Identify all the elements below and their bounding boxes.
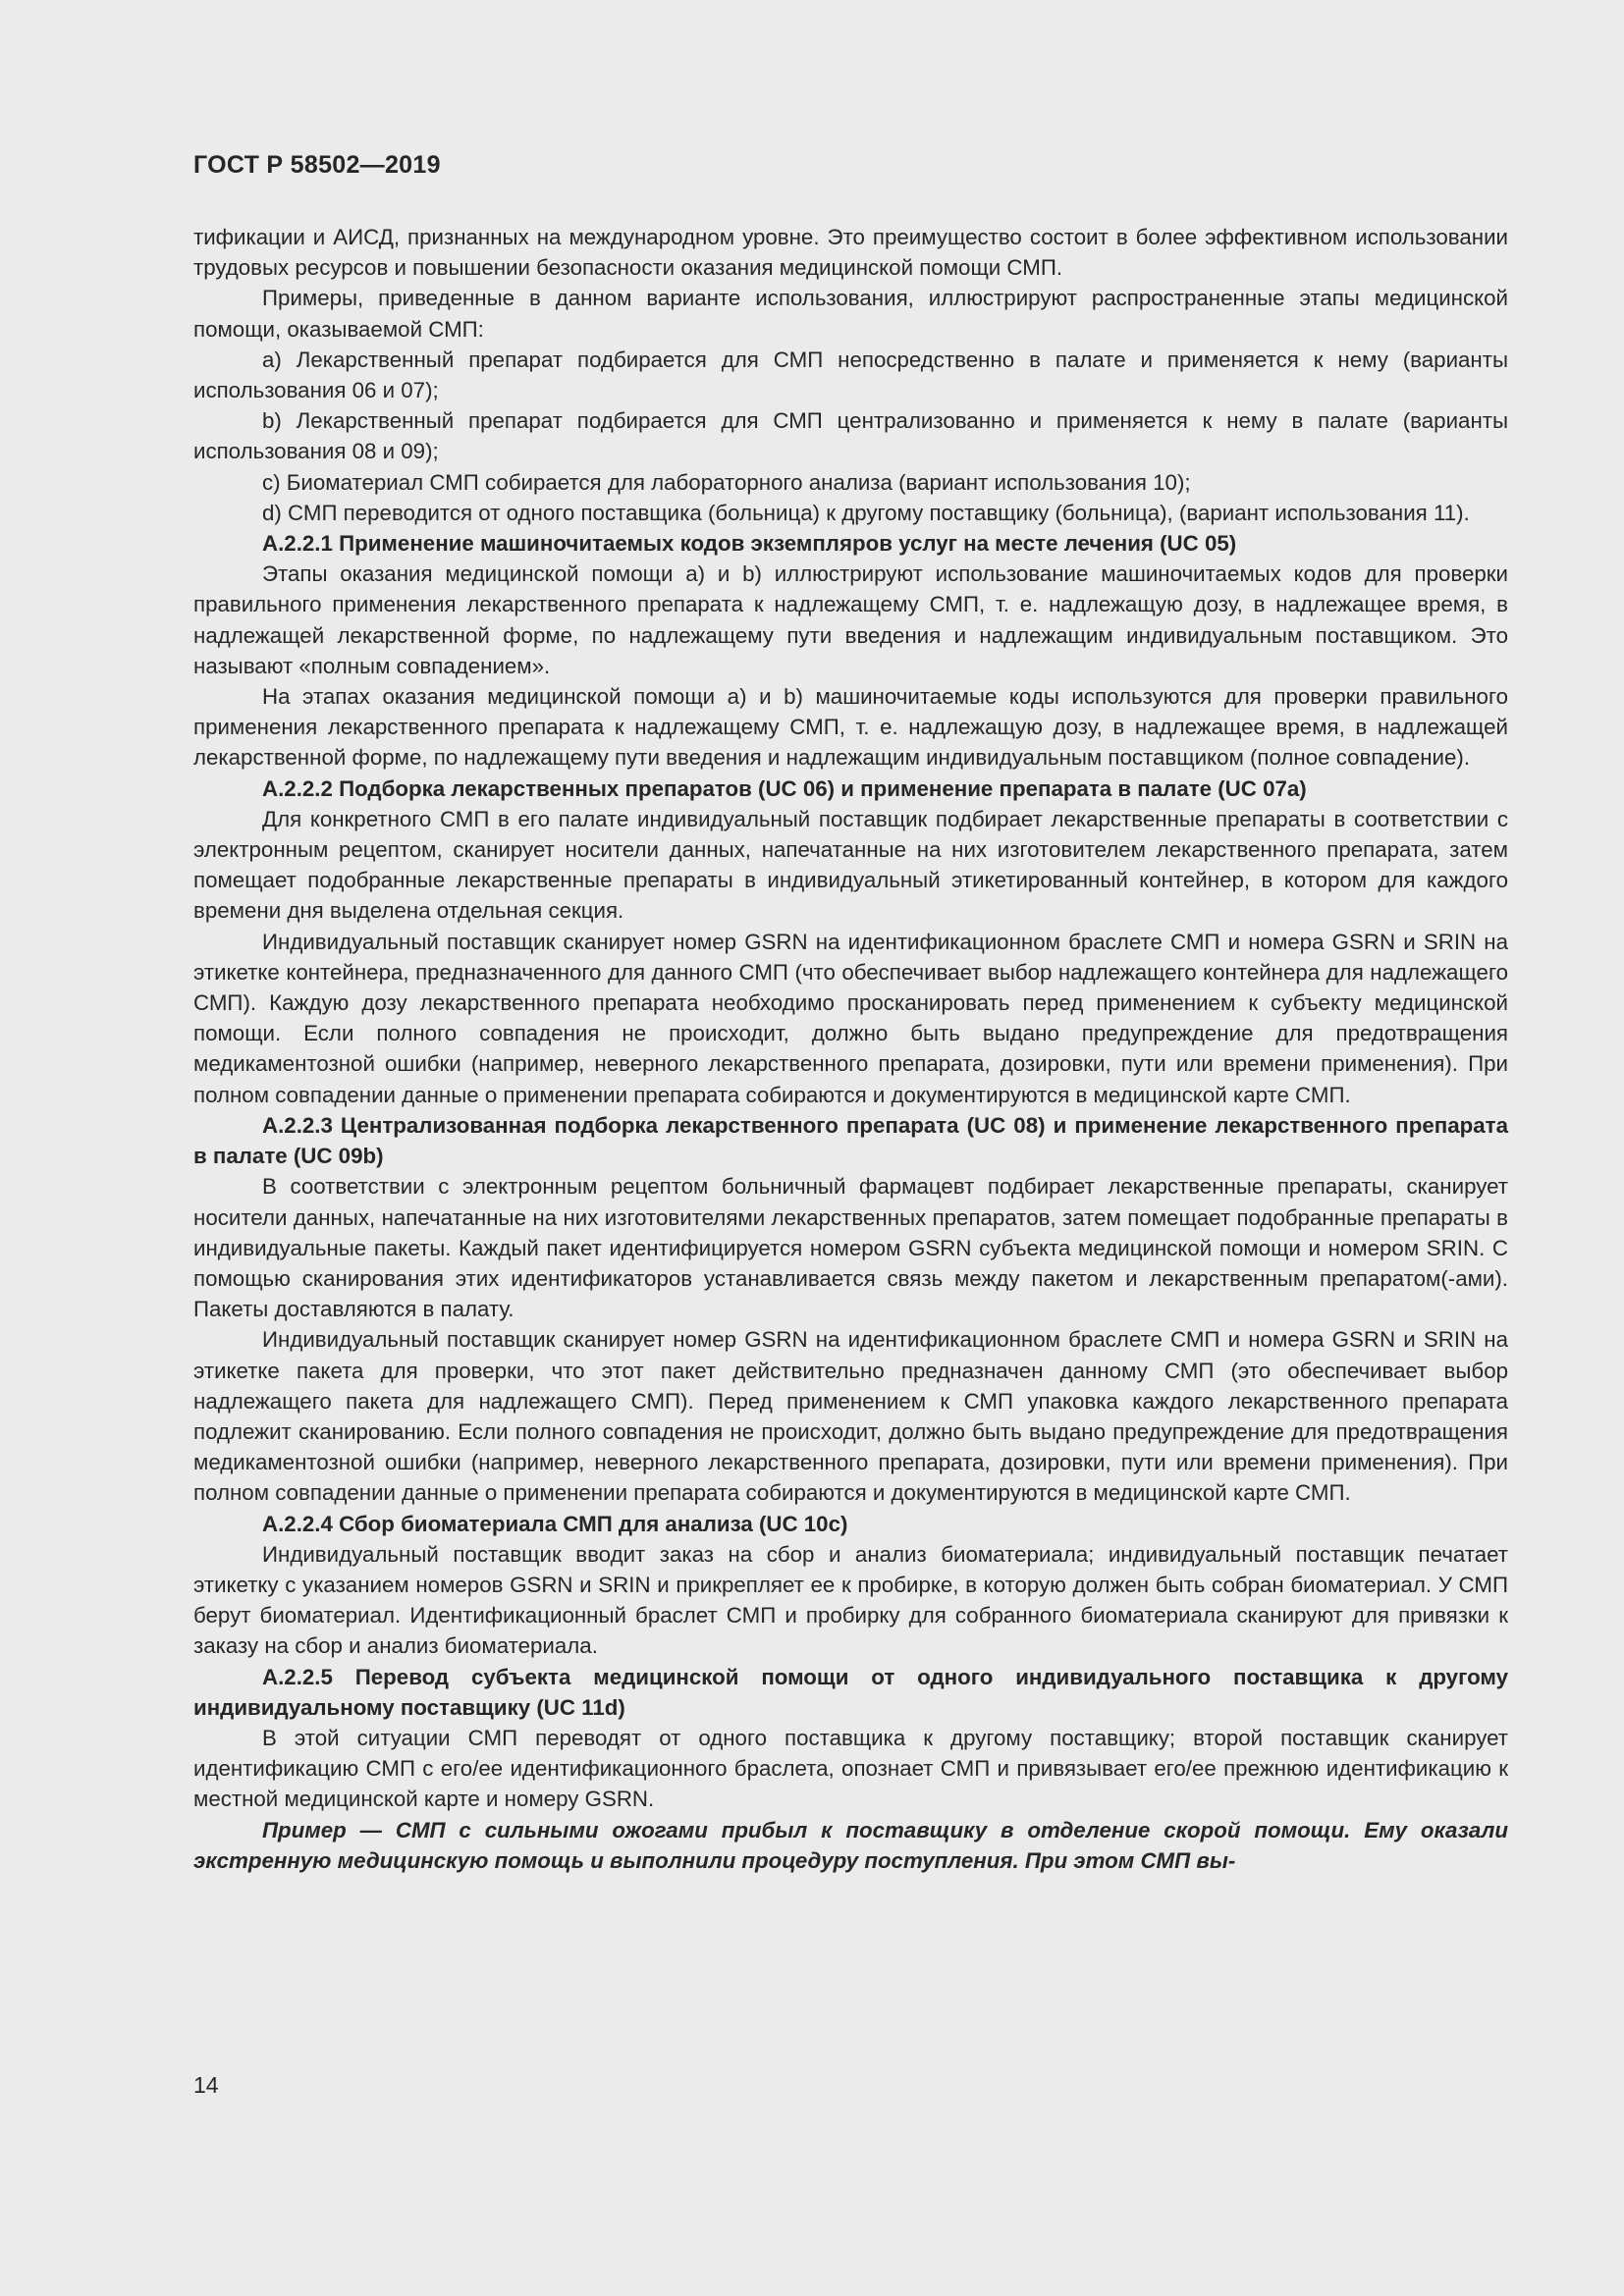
paragraph: тификации и АИСД, признанных на международном уровне. Это преимущество состоит в более эффективном использовании трудовых ресурсов и повышении безопасности оказания медицинской помощи СМП.	[193, 225, 1508, 281]
paragraph: На этапах оказания медицинской помощи a) и b) машиночитаемые коды используются для проверки правильного применения лекарственного препарата к надлежащему СМП, т. е. надлежащую дозу, в надлежащее время, в надлежащей лекарственной форме, по надлежащему пути введения и надлежащим индивидуальным поставщиком (полное совпадение).	[193, 684, 1508, 771]
list-item: c) Биоматериал СМП собирается для лабораторного анализа (вариант использования 10);	[262, 469, 1191, 495]
document-header: ГОСТ Р 58502—2019	[193, 151, 441, 179]
paragraph: Индивидуальный поставщик сканирует номер GSRN на идентификационном браслете СМП и номера GSRN и SRIN на этикетке контейнера, предназначенного для данного СМП (что обеспечивает выбор надлежащего контейнера для надлежащего СМП). Каждую дозу лекарственного препарата необходимо просканировать перед применением к субъекту медицинской помощи. Если полного совпадения не происходит, должно быть выдано предупреждение для предотвращения медикаментозной ошибки (например, неверного лекарственного препарата, дозировки, пути или времени применения). При полном совпадении данные о применении препарата собираются и документируются в медицинской карте СМП.	[193, 929, 1508, 1107]
section-heading: А.2.2.5 Перевод субъекта медицинской помощи от одного индивидуального поставщика к другому индивидуальному поставщику (UC 11d)	[193, 1664, 1508, 1720]
document-body	[193, 222, 1508, 1876]
paragraph: Примеры, приведенные в данном варианте использования, иллюстрируют распространенные этапы медицинской помощи, оказываемой СМП:	[193, 286, 1508, 342]
list-item: a) Лекарственный препарат подбирается для СМП непосредственно в палате и применяется к нему (варианты использования 06 и 07);	[193, 347, 1508, 403]
section-heading: А.2.2.1 Применение машиночитаемых кодов экземпляров услуг на месте лечения (UC 05)	[262, 531, 1237, 557]
section-heading: А.2.2.4 Сбор биоматериала СМП для анализа (UC 10с)	[262, 1511, 848, 1536]
list-item: d) СМП переводится от одного поставщика (больница) к другому поставщику (больница), (вариант использования 11).	[262, 500, 1470, 525]
paragraph: В этой ситуации СМП переводят от одного поставщика к другому поставщику; второй поставщик сканирует идентификацию СМП с его/ее идентификационного браслета, опознает СМП и привязывает его/ее прежнюю идентификацию к местной медицинской карте и номеру GSRN.	[193, 1725, 1508, 1812]
page-number: 14	[193, 2072, 219, 2098]
paragraph: Этапы оказания медицинской помощи a) и b) иллюстрируют использование машиночитаемых кодов для проверки правильного применения лекарственного препарата к надлежащему СМП, т. е. надлежащую дозу, в надлежащее время, в надлежащей лекарственной форме, по надлежащему пути введения и надлежащим индивидуальным поставщиком. Это называют «полным совпадением».	[193, 561, 1508, 678]
list-item: b) Лекарственный препарат подбирается для СМП централизованно и применяется к нему в палате (варианты использования 08 и 09);	[193, 408, 1508, 464]
paragraph: В соответствии с электронным рецептом больничный фармацевт подбирает лекарственные препараты, сканирует носители данных, напечатанные на них изготовителями лекарственных препаратов, затем помещает подобранные препараты в индивидуальные пакеты. Каждый пакет идентифицируется номером GSRN субъекта медицинской помощи и номером SRIN. С помощью сканирования этих идентификаторов устанавливается связь между пакетом и лекарственным препаратом(-ами). Пакеты доставляются в палату.	[193, 1174, 1508, 1322]
section-heading: А.2.2.2 Подборка лекарственных препаратов (UC 06) и применение препарата в палате (UC 07а)	[262, 775, 1307, 801]
section-heading: А.2.2.3 Централизованная подборка лекарственного препарата (UC 08) и применение лекарственного препарата в палате (UC 09b)	[193, 1112, 1508, 1169]
example-paragraph: Пример — СМП с сильными ожогами прибыл к поставщику в отделение скорой помощи. Ему оказали экстренную медицинскую помощь и выполнили процедуру поступления. При этом СМП вы-	[193, 1817, 1508, 1873]
paragraph: Индивидуальный поставщик вводит заказ на сбор и анализ биоматериала; индивидуальный поставщик печатает этикетку с указанием номеров GSRN и SRIN и прикрепляет ее к пробирке, в которую должен быть собран биоматериал. У СМП берут биоматериал. Идентификационный браслет СМП и пробирку для собранного биоматериала сканируют для привязки к заказу на сбор и анализ биоматериала.	[193, 1541, 1508, 1659]
paragraph: Индивидуальный поставщик сканирует номер GSRN на идентификационном браслете СМП и номера GSRN и SRIN на этикетке пакета для проверки, что этот пакет действительно предназначен данному СМП (это обеспечивает выбор надлежащего пакета для надлежащего СМП). Перед применением к СМП упаковка каждого лекарственного препарата подлежит сканированию. Если полного совпадения не происходит, должно быть выдано предупреждение для предотвращения медикаментозной ошибки (например, неверного лекарственного препарата, дозировки, пути или времени применения). При полном совпадении данные о применении препарата собираются и документируются в медицинской карте СМП.	[193, 1327, 1508, 1506]
paragraph: Для конкретного СМП в его палате индивидуальный поставщик подбирает лекарственные препараты в соответствии с электронным рецептом, сканирует носители данных, напечатанные на них изготовителем лекарственного препарата, затем помещает подобранные лекарственные препараты в индивидуальный этикетированный контейнер, в котором для каждого времени дня выделена отдельная секция.	[193, 806, 1508, 924]
